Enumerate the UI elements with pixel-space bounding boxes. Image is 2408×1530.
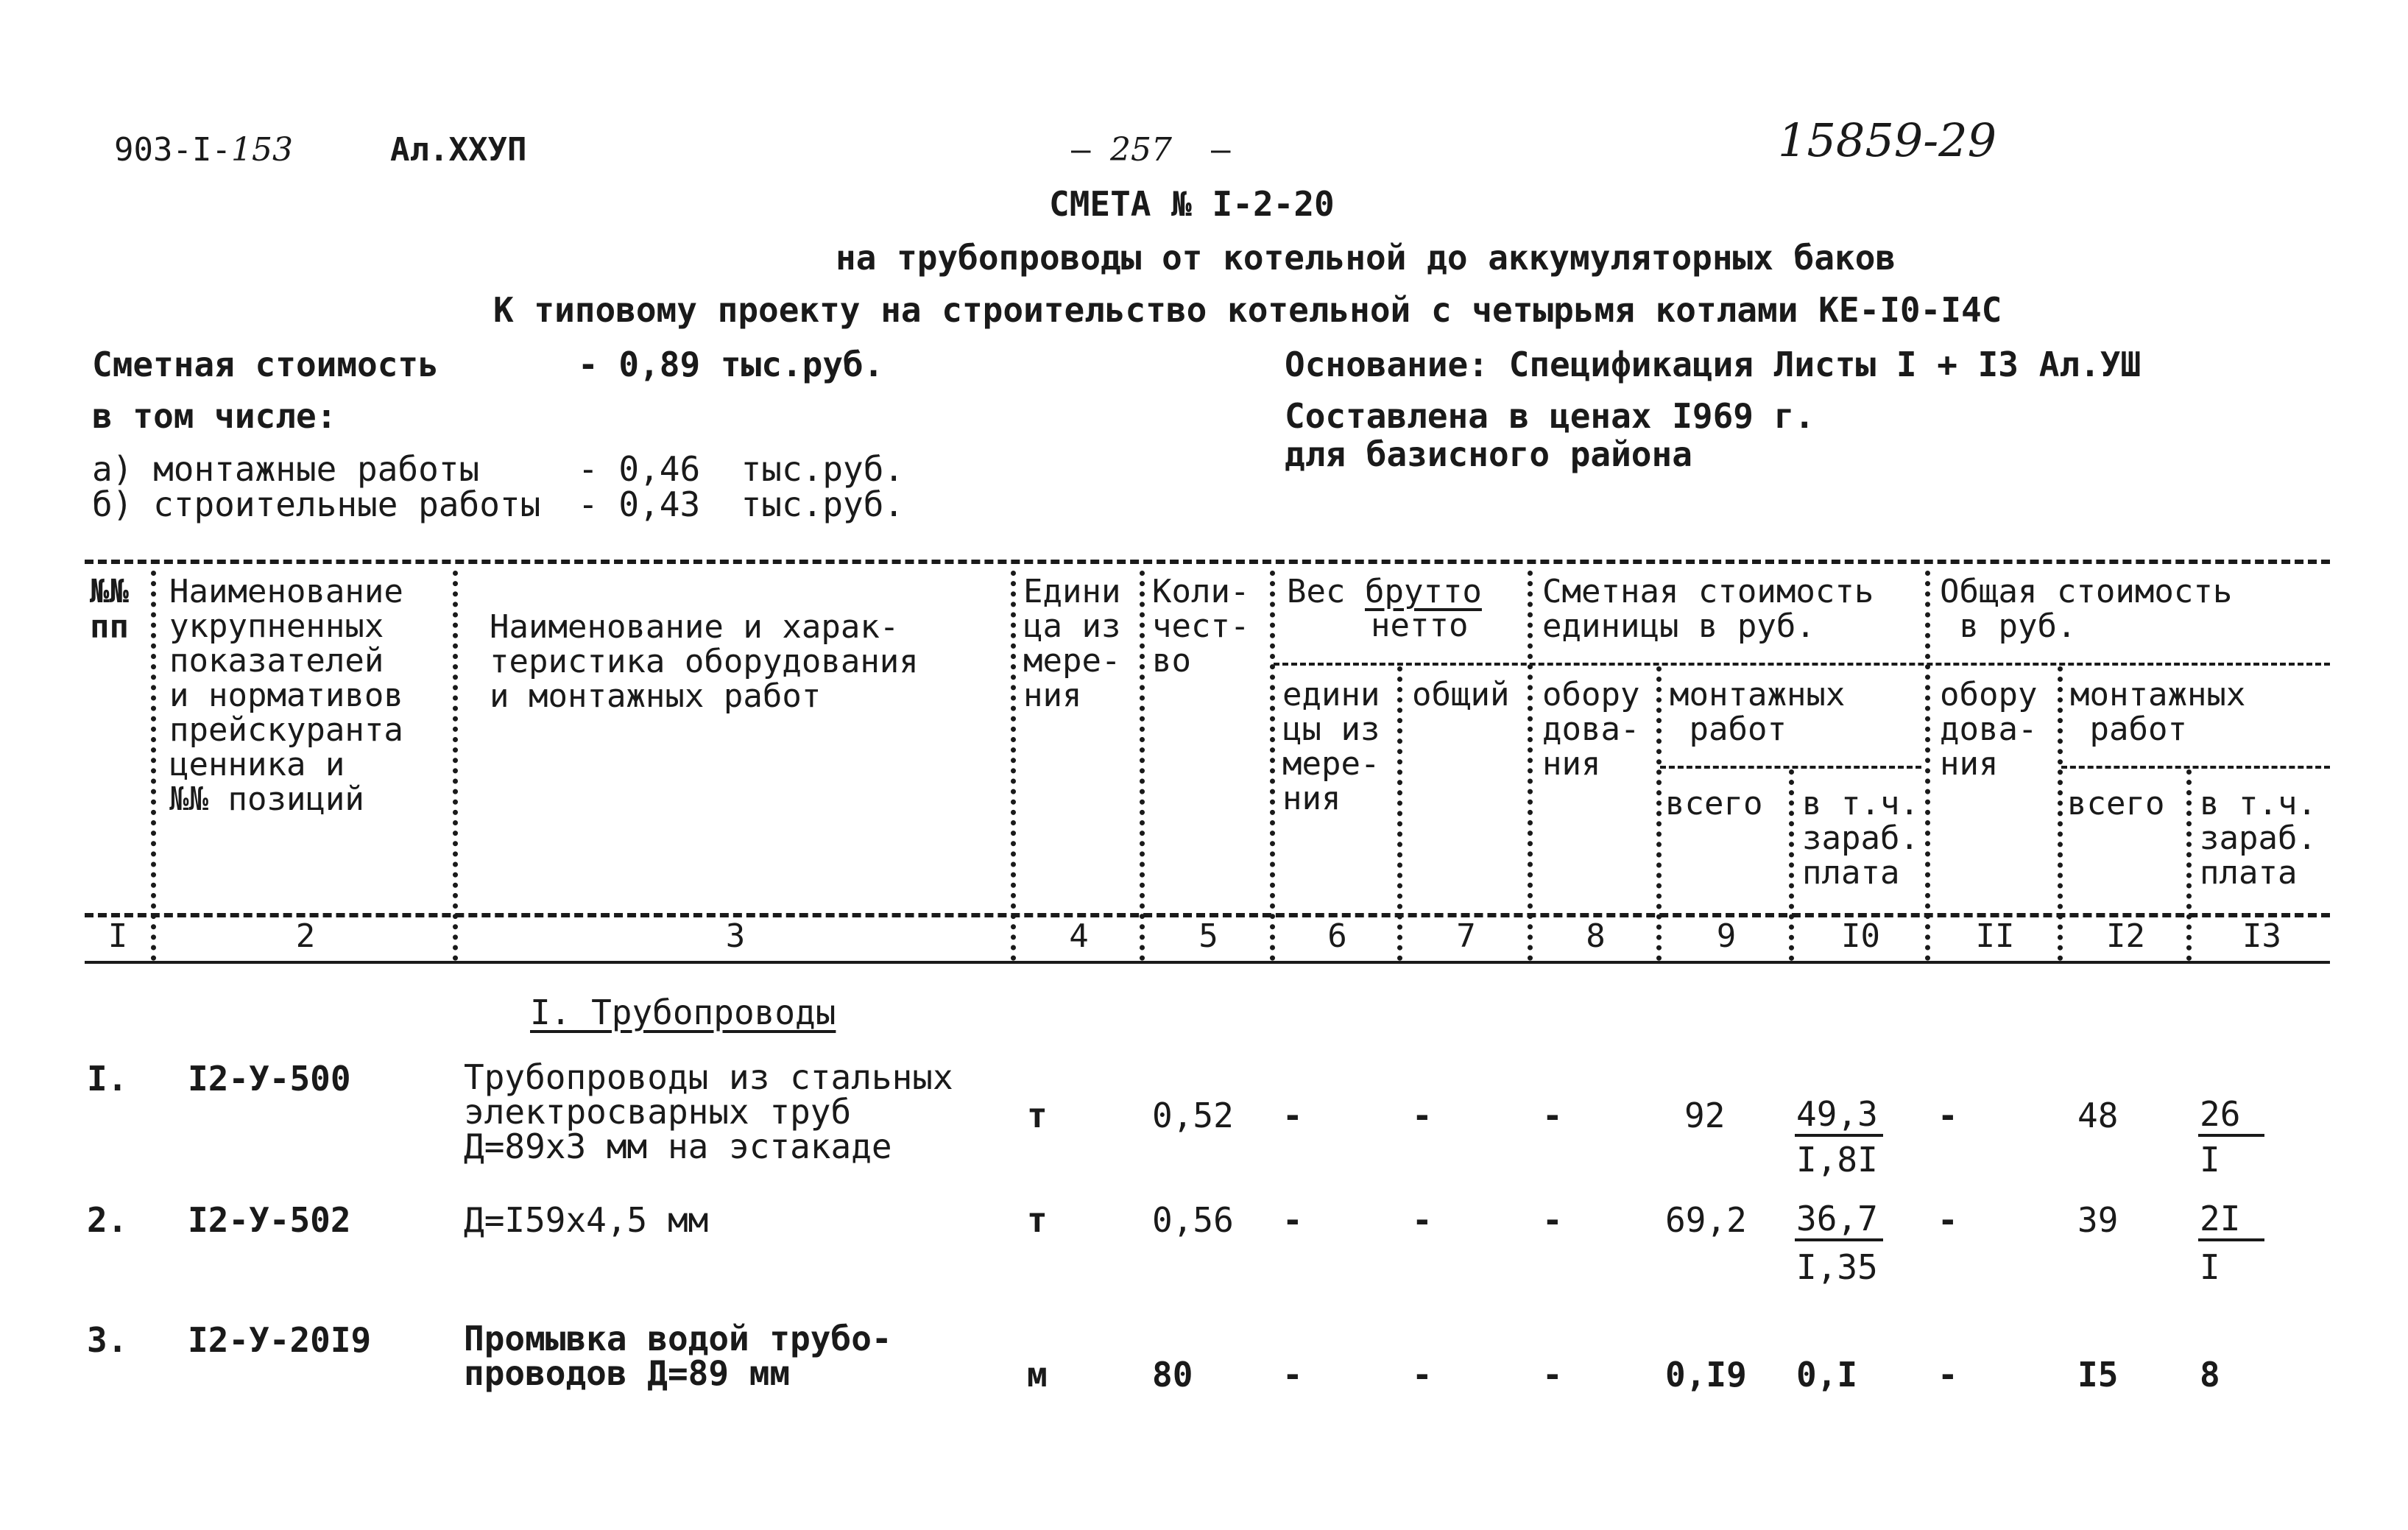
header-unit-cost-installation-total: всего [1665,785,1763,822]
unit-installation-cost: 92 [1684,1096,1726,1135]
total-cost-label: Сметная стоимость [92,345,439,384]
total-installation-cost: I5 [2077,1355,2119,1395]
unit-wage-top: 36,7 [1796,1199,1878,1238]
header-total-cost-installation-total: всего [2067,785,2165,822]
column-number-rule [85,961,2330,964]
unit: т [1027,1200,1048,1240]
unit-installation-cost: 0,I9 [1665,1355,1747,1395]
document-code: 903-I-153 [114,131,293,169]
total-wage: 8 [2200,1355,2220,1395]
col-sep-2 [453,571,458,961]
weight-unit: - [1282,1355,1303,1395]
column-number: 7 [1456,917,1476,955]
document-subtitle: на трубопроводы от котельной до аккумуляторных баков [836,238,1896,278]
page-number: – 257 – [1071,131,1231,169]
col-sep-10 [1925,571,1930,961]
column-number: I2 [2106,917,2145,955]
col-sep-11 [2058,666,2063,961]
header-weight-net: нетто [1371,607,1469,644]
header-total-cost: Общая стоимость в руб. [1940,573,2233,645]
weight-unit: - [1282,1096,1303,1135]
norm-code: I2-У-20I9 [188,1320,372,1360]
table-header-subrule-1 [1274,663,2330,666]
norm-code: I2-У-502 [188,1200,351,1240]
column-number: 9 [1716,917,1737,955]
total-wage-top: 2I [2200,1199,2241,1238]
construction-works-label: б) строительные работы [92,484,541,524]
column-number: I3 [2242,917,2281,955]
work-description: Промывка водой трубо- проводов Д=89 мм [464,1319,892,1393]
header-description: Наименование и харак- теристика оборудования и монтажных работ [490,608,919,715]
weight-total: - [1412,1355,1433,1395]
total-equipment-cost: - [1938,1096,1958,1135]
header-row-number: №№ пп [90,573,129,646]
installation-works-label: а) монтажные работы [92,449,480,489]
column-number: 4 [1069,917,1089,955]
album-label: Ал.ХХУП [390,131,527,169]
weight-unit: - [1282,1200,1303,1240]
fraction-line [2198,1238,2264,1241]
unit-equipment-cost: - [1542,1200,1563,1240]
table-header-subrule-3 [2061,766,2330,769]
unit-installation-cost: 69,2 [1665,1200,1747,1240]
column-number: 2 [295,917,316,955]
norm-code: I2-У-500 [188,1059,351,1099]
section-title: I. Трубопроводы [530,993,836,1032]
header-unit-cost-equipment: обору дова- ния [1542,676,1640,783]
unit: м [1027,1355,1048,1395]
total-equipment-cost: - [1938,1355,1958,1395]
total-cost-value: - 0,89 тыс.руб. [578,345,884,384]
col-sep-3 [1011,571,1016,961]
column-number: 8 [1586,917,1606,955]
column-number: 3 [725,917,746,955]
unit-equipment-cost: - [1542,1096,1563,1135]
column-number: I [107,917,128,955]
col-sep-12 [2186,769,2192,961]
col-sep-1 [151,571,156,961]
header-weight: Вес брутто [1287,573,1482,610]
project-reference: К типовому проекту на строительство котельной с четырьмя котлами КЕ-I0-I4С [493,290,2002,330]
prices-line-2: для базисного района [1285,434,1692,474]
column-number: I0 [1841,917,1880,955]
quantity: 80 [1152,1355,1193,1395]
header-unit-cost-wages: в т.ч. зараб. плата [1802,785,1919,892]
total-installation-cost: 48 [2077,1096,2119,1135]
unit-equipment-cost: - [1542,1355,1563,1395]
unit-wage-bottom: I,35 [1796,1247,1878,1287]
col-sep-4 [1140,571,1145,961]
header-weight-total: общий [1412,676,1510,713]
col-sep-5 [1270,571,1275,961]
header-total-cost-equipment: обору дова- ния [1940,676,2038,783]
document-title: СМЕТА № I-2-20 [1049,184,1335,224]
including-label: в том числе: [92,396,337,436]
total-installation-cost: 39 [2077,1200,2119,1240]
quantity: 0,56 [1152,1200,1234,1240]
header-unit-cost: Сметная стоимость единицы в руб. [1542,573,1874,645]
col-sep-6 [1397,666,1402,961]
quantity: 0,52 [1152,1096,1234,1135]
work-description: Д=I59х4,5 мм [464,1200,709,1240]
total-wage-bottom: I [2200,1247,2220,1287]
construction-works-value: - 0,43 тыс.руб. [578,484,905,524]
prices-line-1: Составлена в ценах I969 г. [1285,396,1815,436]
header-quantity: Коли- чест- во [1152,573,1250,680]
document-code-handwritten: 153 [230,131,293,169]
table-top-rule [85,560,2330,564]
header-unit: Едини ца из мере- ния [1023,573,1121,714]
column-number: II [1975,917,2015,955]
work-description: Трубопроводы из стальных электросварных труб Д=89х3 мм на эстакаде [464,1057,953,1166]
fraction-line [1795,1134,1883,1137]
installation-works-value: - 0,46 тыс.руб. [578,449,905,489]
fraction-line [2198,1134,2264,1137]
unit-wage-top: 49,3 [1796,1094,1878,1134]
unit-wage-bottom: I,8I [1796,1140,1878,1180]
table-header-subrule-2 [1660,766,1921,769]
column-number: 5 [1198,917,1218,955]
header-total-cost-wages: в т.ч. зараб. плата [2200,785,2317,892]
header-norm-code: Наименование укрупненных показателей и нормативов прейскуранта ценника и №№ позиций [169,573,403,818]
row-number: 3. [87,1320,128,1360]
header-weight-unit: едини цы из мере- ния [1282,676,1380,817]
total-wage-bottom: I [2200,1140,2220,1180]
unit: т [1027,1096,1048,1135]
weight-total: - [1412,1096,1433,1135]
header-total-cost-installation: монтажных работ [2070,676,2246,748]
stamp-number: 15859-29 [1778,113,1997,167]
total-wage-top: 26 [2200,1094,2241,1134]
header-unit-cost-installation: монтажных работ [1670,676,1846,748]
col-sep-8 [1656,666,1662,961]
column-number: 6 [1327,917,1347,955]
unit-wage: 0,I [1796,1355,1858,1395]
fraction-line [1795,1238,1883,1241]
row-number: I. [87,1059,128,1099]
col-sep-7 [1528,571,1533,961]
col-sep-9 [1789,769,1794,961]
basis-text: Основание: Спецификация Листы I + I3 Ал.УШ [1285,345,2142,384]
row-number: 2. [87,1200,128,1240]
total-equipment-cost: - [1938,1200,1958,1240]
weight-total: - [1412,1200,1433,1240]
